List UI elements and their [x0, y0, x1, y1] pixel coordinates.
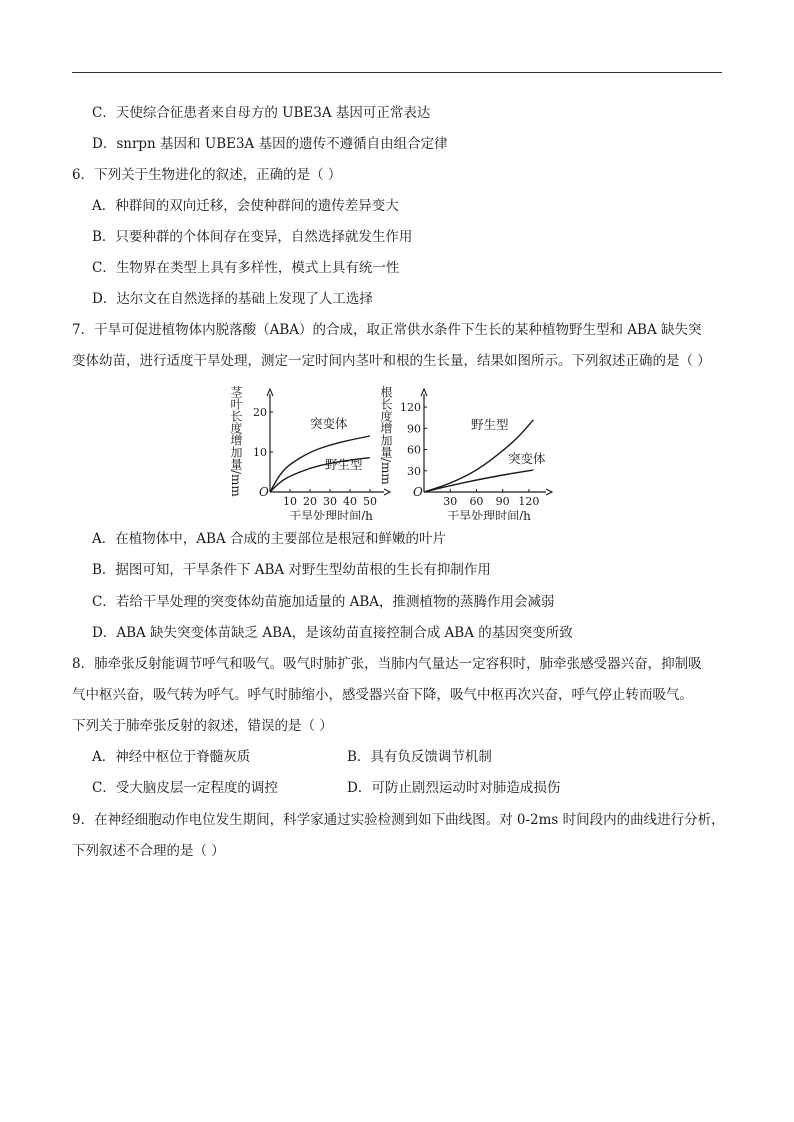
- chart1-y-tick-label: 20: [253, 406, 267, 419]
- chart2-x-tick-label: 60: [469, 495, 484, 508]
- q7-stem-line2: 变体幼苗，进行适度干旱处理，测定一定时间内茎叶和根的生长量，结果如图所示。下列叙述正确的是（ ）: [72, 353, 711, 369]
- q8-option-b: B．具有负反馈调节机制: [347, 749, 492, 765]
- chart1-series-2-label: 野生型: [325, 457, 363, 472]
- q9-stem-line1: 9．在神经细胞动作电位发生期间，科学家通过实验检测到如下曲线图。对 0-2ms 时间段内的曲线进行分析，: [72, 812, 725, 828]
- q8-option-c: C．受大脑皮层一定程度的调控: [92, 780, 278, 796]
- q7-option-d: D．ABA 缺失突变体苗缺乏 ABA，是该幼苗直接控制合成 ABA 的基因突变所致: [92, 625, 573, 641]
- q7-option-b: B．据图可知，干旱条件下 ABA 对野生型幼苗根的生长有抑制作用: [92, 562, 491, 578]
- chart2-x-arrow: [546, 489, 552, 495]
- chart2-x-tick-label: 90: [495, 495, 510, 508]
- q6-option-a: A．种群间的双向迁移，会使种群间的遗传差异变大: [92, 198, 399, 214]
- chart2-x-tick-label: 30: [443, 495, 458, 508]
- chart1-x-tick-label: 50: [363, 495, 377, 508]
- q6-option-c: C．生物界在类型上具有多样性，模式上具有统一性: [92, 260, 400, 276]
- chart1-x-tick-label: 40: [343, 495, 357, 508]
- q7-option-a: A．在植物体中，ABA 合成的主要部位是根冠和鲜嫩的叶片: [92, 531, 446, 547]
- chart2-series-1-label: 野生型: [471, 417, 509, 432]
- chart1-series-1-label: 突变体: [310, 416, 348, 431]
- q6-stem: 6．下列关于生物进化的叙述，正确的是（ ）: [72, 167, 342, 183]
- chart1-x-tick-label: 20: [303, 495, 317, 508]
- chart2-y-tick-label: 30: [407, 464, 421, 478]
- chart1-x-tick-label: 30: [323, 495, 337, 508]
- q8-stem-line2: 气中枢兴奋，吸气转为呼气。呼气时肺缩小，感受器兴奋下降，吸气中枢再次兴奋，呼气停止转而吸气。: [72, 687, 693, 703]
- q5-option-c: C．天使综合征患者来自母方的 UBE3A 基因可正常表达: [92, 105, 431, 121]
- q9-stem-line2: 下列叙述不合理的是（ ）: [72, 843, 225, 859]
- chart2-y-tick-label: 60: [407, 443, 421, 457]
- chart2-series-2-line: [424, 470, 533, 492]
- chart1-y-axis-label: 茎叶长度增加量/mm: [229, 386, 243, 497]
- q5-option-d: D．snrpn 基因和 UBE3A 基因的遗传不遵循自由组合定律: [92, 136, 448, 152]
- header-rule: [72, 72, 722, 73]
- q8-option-d: D．可防止剧烈运动时对肺造成损伤: [347, 780, 561, 796]
- chart1-x-axis-label: 干旱处理时间/h: [289, 509, 373, 520]
- chart2-y-axis-label: 根长度增加量/mm: [379, 386, 393, 485]
- chart1-x-tick-label: 10: [283, 495, 297, 508]
- chart1-x-arrow: [384, 489, 390, 495]
- q7-figure: [228, 380, 558, 524]
- chart1-origin-label: O: [259, 485, 269, 499]
- q6-option-b: B．只要种群的个体间存在变异，自然选择就发生作用: [92, 229, 413, 245]
- chart2-origin-label: O: [413, 485, 423, 499]
- chart2-series-2-label: 突变体: [508, 451, 546, 466]
- q8-stem-line3: 下列关于肺牵张反射的叙述，错误的是（ ）: [72, 718, 333, 734]
- q6-option-d: D．达尔文在自然选择的基础上发现了人工选择: [92, 291, 373, 307]
- chart1-y-tick-label: 10: [253, 446, 267, 459]
- q7-option-c: C．若给干旱处理的突变体幼苗施加适量的 ABA，推测植物的蒸腾作用会减弱: [92, 594, 555, 610]
- q7-stem-line1: 7．干旱可促进植物体内脱落酸（ABA）的合成，取正常供水条件下生长的某种植物野生型和 ABA 缺失突: [72, 322, 702, 338]
- q7-charts: [228, 380, 558, 520]
- chart2-x-tick-label: 120: [518, 495, 540, 508]
- q8-option-a: A．神经中枢位于脊髓灰质: [92, 749, 251, 765]
- chart2-y-tick-label: 120: [400, 401, 421, 415]
- chart2-y-tick-label: 90: [407, 422, 421, 436]
- q8-stem-line1: 8．肺牵张反射能调节呼气和吸气。吸气时肺扩张，当肺内气量达一定容积时，肺牵张感受器兴奋，抑制吸: [72, 656, 702, 672]
- chart2-x-axis-label: 干旱处理时间/h: [447, 509, 531, 520]
